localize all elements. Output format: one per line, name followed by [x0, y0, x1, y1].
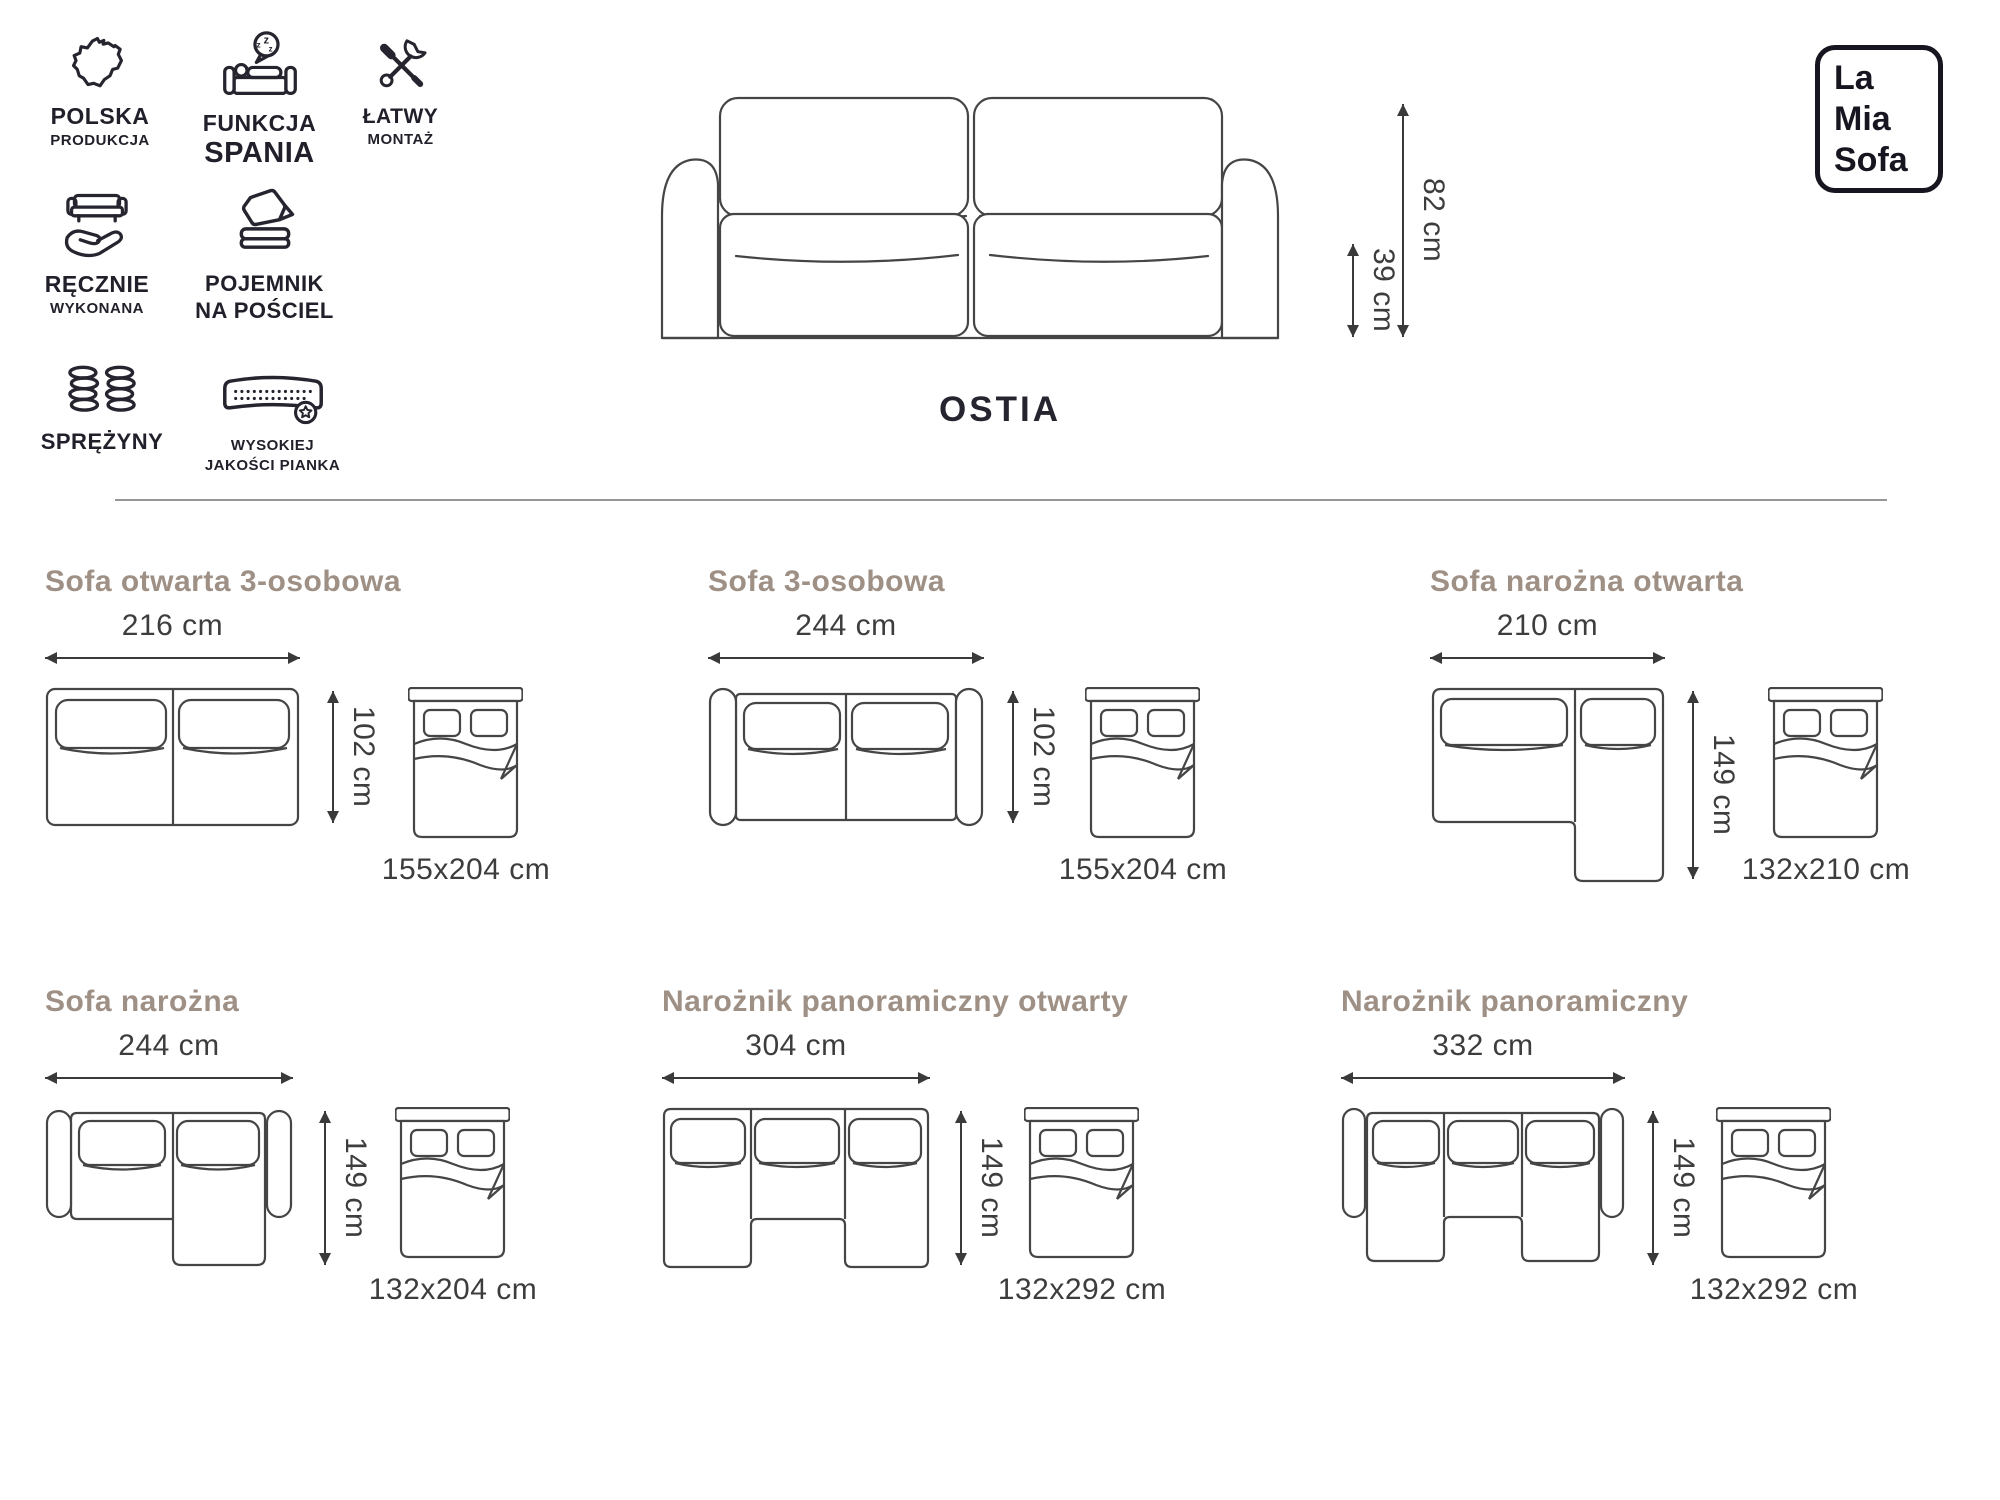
width-dimension-label: 216 cm [121, 609, 224, 642]
width-dimension-label: 304 cm [745, 1029, 847, 1062]
width-dimension-arrow [708, 657, 984, 659]
variant-card-sofa-3-osobowa [700, 565, 1340, 915]
handmade-icon [57, 190, 137, 262]
variant-title: Sofa narożna [45, 985, 240, 1018]
feature-funkcja-spania [182, 30, 337, 170]
variant-card-naroznik-panoramiczny-otwarty [660, 985, 1300, 1335]
depth-dimension-label: 102 cm [347, 706, 380, 808]
variant-title: Sofa otwarta 3-osobowa [45, 565, 402, 598]
feature-label: POJEMNIK [205, 271, 324, 296]
sofa-top-view-diagram [708, 687, 984, 827]
sofa-front-view-diagram [650, 96, 1290, 342]
width-dimension-arrow [45, 657, 300, 659]
feature-label: SPRĘŻYNY [40, 429, 164, 454]
feature-recznie-wykonana [22, 190, 172, 318]
depth-dimension-label: 149 cm [1667, 1137, 1700, 1239]
svg-text:z: z [255, 39, 261, 50]
bed-diagram [408, 687, 523, 839]
seat-height-label: 39 cm [1367, 247, 1400, 333]
width-dimension-arrow [1341, 1077, 1625, 1079]
sofa-top-view-diagram [662, 1107, 930, 1269]
sleeping-function-icon [220, 30, 300, 102]
foam-quality-icon [218, 372, 328, 428]
depth-dimension-arrow [1692, 691, 1694, 879]
width-dimension-arrow [1430, 657, 1665, 659]
bed-diagram [1716, 1107, 1831, 1259]
depth-dimension-arrow [332, 691, 334, 823]
svg-text:z: z [263, 34, 269, 47]
feature-label: ŁATWY [362, 105, 439, 128]
width-dimension-arrow [45, 1077, 293, 1079]
total-height-arrow [1402, 104, 1404, 337]
springs-icon [60, 362, 144, 420]
bed-diagram [1085, 687, 1200, 839]
variant-title: Sofa narożna otwarta [1430, 565, 1744, 598]
product-name: OSTIA [939, 390, 1061, 429]
feature-label: POLSKA [50, 103, 150, 129]
depth-dimension-arrow [960, 1111, 962, 1265]
width-dimension-label: 332 cm [1432, 1029, 1534, 1062]
bed-diagram [1768, 687, 1883, 839]
brand-logo-line: Mia [1834, 100, 1891, 138]
section-divider [115, 499, 1887, 501]
feature-label: FUNKCJA [202, 110, 317, 136]
svg-text:z: z [268, 44, 273, 54]
sofa-top-view-diagram [45, 687, 300, 827]
depth-dimension-label: 149 cm [975, 1137, 1008, 1239]
seat-height-arrow [1352, 244, 1354, 337]
feature-sublabel: JAKOŚCI PIANKA [204, 457, 341, 474]
feature-label: WYSOKIEJ [230, 437, 315, 454]
feature-sublabel: SPANIA [204, 137, 315, 169]
depth-dimension-arrow [324, 1111, 326, 1265]
variant-card-naroznik-panoramiczny [1330, 985, 1970, 1335]
brand-logo-line: Sofa [1834, 141, 1908, 179]
feature-pojemnik-na-posciel [182, 182, 347, 324]
variant-title: Sofa 3-osobowa [708, 565, 946, 598]
variant-card-sofa-otwarta-3-osobowa [40, 565, 680, 915]
variant-title: Narożnik panoramiczny otwarty [662, 985, 1129, 1018]
feature-wysokiej-jakosci-pianka [185, 372, 360, 476]
feature-latwy-montaz [338, 36, 463, 149]
depth-dimension-label: 149 cm [1707, 734, 1740, 836]
width-dimension-label: 244 cm [795, 609, 897, 642]
feature-label: RĘCZNIE [44, 271, 150, 297]
depth-dimension-label: 102 cm [1027, 706, 1060, 808]
depth-dimension-label: 149 cm [339, 1137, 372, 1239]
poland-map-icon [68, 36, 132, 94]
brand-logo-line: La [1834, 59, 1874, 97]
bed-diagram [1024, 1107, 1139, 1259]
feature-sublabel: MONTAŻ [367, 131, 434, 148]
sofa-top-view-diagram [45, 1107, 293, 1269]
bed-size-label: 132x292 cm [997, 1273, 1167, 1306]
easy-assembly-icon [370, 36, 432, 96]
feature-sublabel: NA POŚCIEL [195, 298, 334, 323]
total-height-label: 82 cm [1417, 178, 1450, 263]
sofa-top-view-diagram [1341, 1107, 1625, 1269]
brand-logo [1815, 45, 1943, 193]
feature-sublabel: WYKONANA [50, 300, 144, 317]
bed-size-label: 132x204 cm [368, 1273, 538, 1306]
bed-size-label: 132x210 cm [1741, 853, 1911, 886]
variant-card-sofa-narozna-otwarta [1420, 565, 2000, 915]
width-dimension-label: 244 cm [118, 1029, 220, 1062]
width-dimension-label: 210 cm [1496, 609, 1599, 642]
bed-diagram [395, 1107, 510, 1259]
feature-sublabel: PRODUKCJA [50, 132, 150, 149]
depth-dimension-arrow [1652, 1111, 1654, 1265]
bed-size-label: 155x204 cm [1058, 853, 1228, 886]
feature-sprezyny [28, 362, 176, 455]
bed-size-label: 155x204 cm [381, 853, 551, 886]
bed-size-label: 132x292 cm [1689, 1273, 1859, 1306]
variant-title: Narożnik panoramiczny [1341, 985, 1689, 1018]
depth-dimension-arrow [1012, 691, 1014, 823]
feature-polska-produkcja [28, 36, 172, 150]
width-dimension-arrow [662, 1077, 930, 1079]
bedding-storage-icon [223, 182, 307, 262]
sofa-top-view-diagram [1430, 687, 1665, 883]
variant-card-sofa-narozna [40, 985, 680, 1335]
